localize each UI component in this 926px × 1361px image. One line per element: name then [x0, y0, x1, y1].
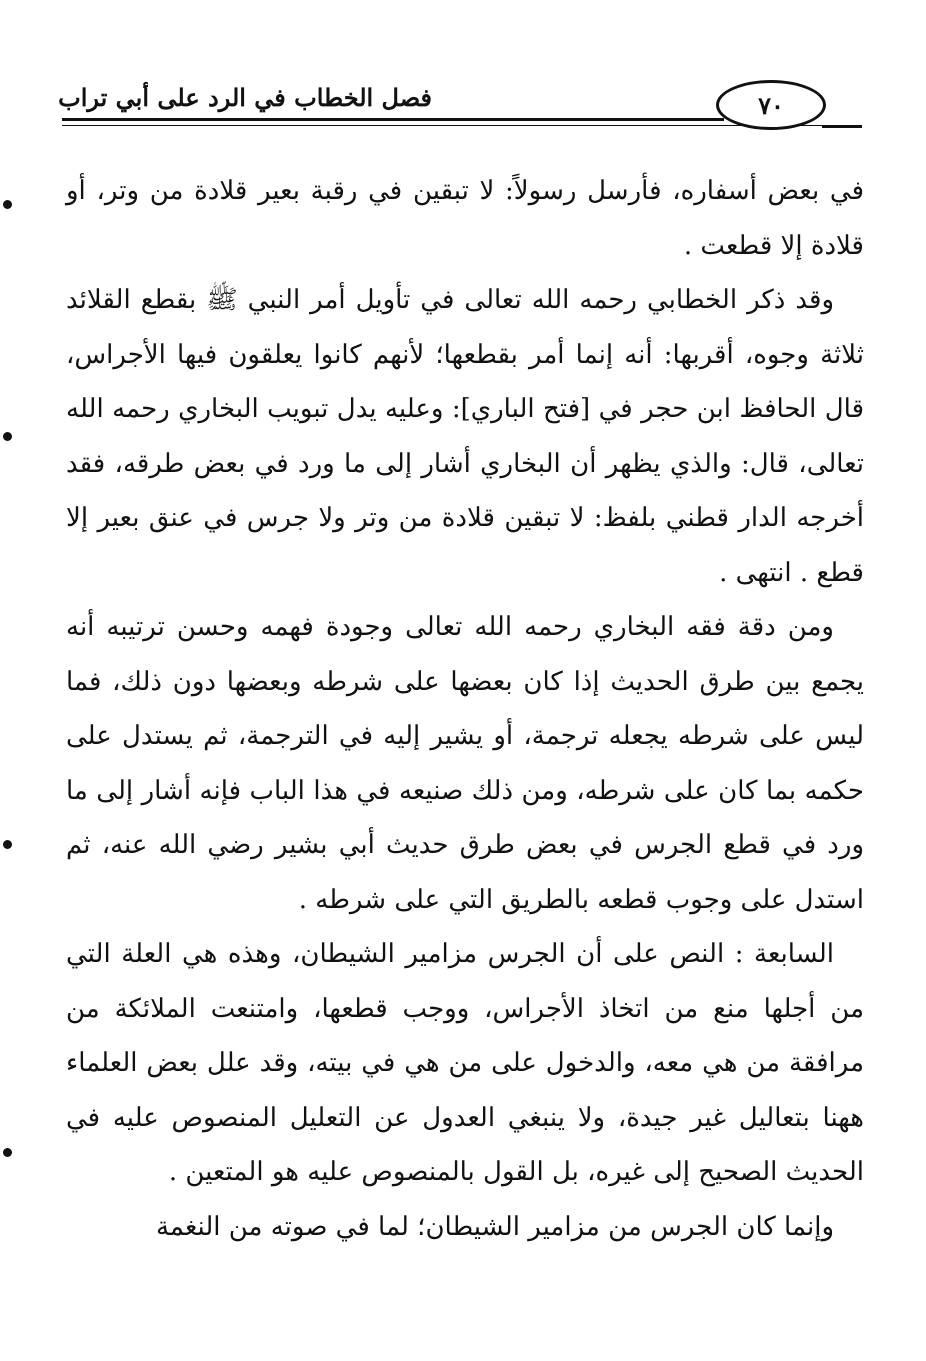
- margin-scan-mark: [3, 1148, 12, 1157]
- paragraph-2: وقد ذكر الخطابي رحمه الله تعالى في تأويل أمر النبي ﷺ بقطع القلائد ثلاثة وجوه، أقربها: أنه إنما أمر بقطعها؛ لأنهم كانوا يعلقون فيها الأجراس، قال الحافظ ابن حجر في [فتح الباري]: وعليه يدل تبويب البخاري رحمه الله تعالى، قال: والذي يظهر أن البخاري أشار إلى ما ورد في بعض طرقه، فقد أخرجه الدار قطني بلفظ: لا تبقين قلادة من وتر ولا جرس في عنق بعير إلا قطع . انتهى .: [66, 285, 864, 588]
- paragraph-5: وإنما كان الجرس من مزامير الشيطان؛ لما في صوته من النغمة: [155, 1211, 834, 1242]
- paragraph-3: ومن دقة فقه البخاري رحمه الله تعالى وجودة فهمه وحسن ترتيبه أنه يجمع بين طرق الحديث إذا كان بعضها على شرطه وبعضها دون ذلك، فما ليس على شرطه يجعله ترجمة، أو يشير إليه في الترجمة، ثم يستدل على حكمه بما كان على شرطه، ومن ذلك صنيعه في هذا الباب فإنه أشار إلى ما ورد في قطع الجرس في بعض طرق حديث أبي بشير رضي الله عنه، ثم استدل على وجوب قطعه بالطريق التي على شرطه .: [66, 612, 864, 915]
- margin-scan-mark: [3, 200, 12, 209]
- page-number: ٧٠: [758, 90, 784, 120]
- paragraph-4: السابعة : النص على أن الجرس مزامير الشيطان، وهذه هي العلة التي من أجلها منع من اتخاذ الأجراس، ووجب قطعها، وامتنعت الملائكة من مرافقة من هي معه، والدخول على من هي في بيته، وقد علل بعض العلماء ههنا بتعاليل غير جيدة، ولا ينبغي العدول عن التعليل المنصوص عليه في الحديث الصحيح إلى غيره، بل القول بالمنصوص عليه هو المتعين .: [66, 939, 864, 1187]
- header-rule-thick: [62, 118, 724, 121]
- running-title: فصل الخطاب في الرد على أبي تراب: [58, 83, 432, 112]
- paragraph-1: في بعض أسفاره، فأرسل رسولاً: لا تبقين في رقبة بعير قلادة من وتر، أو قلادة إلا قطعت .: [66, 176, 864, 261]
- margin-scan-mark: [3, 840, 12, 849]
- page-number-oval: [716, 80, 826, 130]
- header-rule-right: [822, 125, 862, 128]
- margin-scan-mark: [3, 432, 12, 441]
- page-header: [0, 0, 926, 140]
- page-body: [66, 164, 864, 1254]
